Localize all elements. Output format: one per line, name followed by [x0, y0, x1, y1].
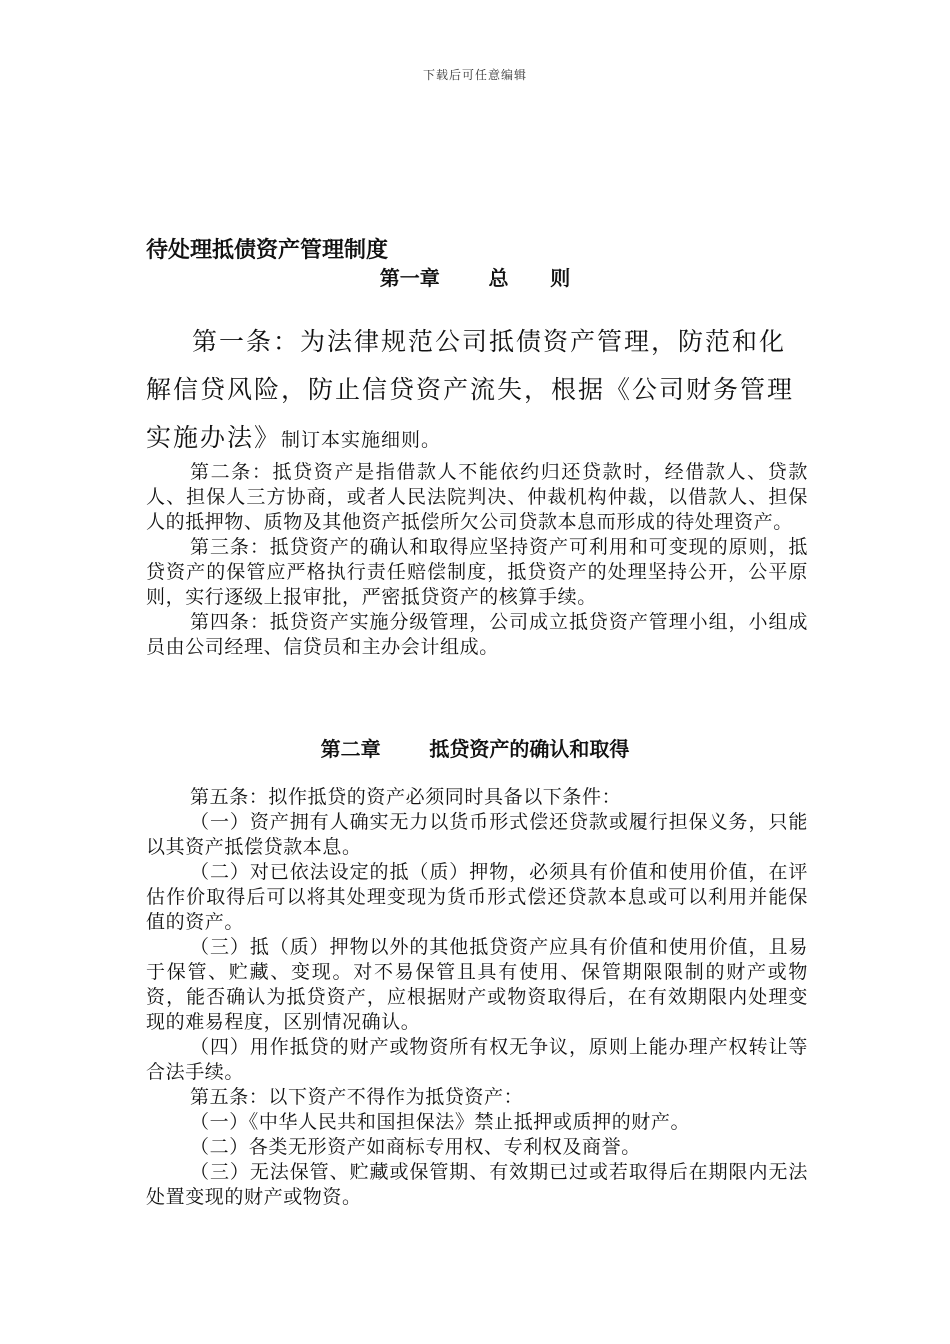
chapter-2-articles	[146, 785, 808, 1210]
article-5-item-4: （四）用作抵贷的财产或物资所有权无争议，原则上能办理产权转让等合法手续。	[146, 1036, 808, 1083]
article-3: 第三条：抵贷资产的确认和取得应坚持资产可利用和可变现的原则，抵贷资产的保管应严格执行责任赔偿制度，抵贷资产的处理坚持公开，公平原则，实行逐级上报审批，严密抵贷资产的核算手续。	[146, 536, 808, 608]
article-2: 第二条：抵贷资产是指借款人不能依约归还贷款时，经借款人、贷款人、担保人三方协商，或者人民法院判决、仲裁机构仲裁，以借款人、担保人的抵押物、质物及其他资产抵偿所欠公司贷款本息而形成的待处理资产。	[146, 461, 808, 533]
article-1-main: 第一条：为法律规范公司抵债资产管理，防范和化解信贷风险，防止信贷资产流失，根据《公司财务管理实施办法》	[146, 327, 795, 452]
header-note: 下载后可任意编辑	[422, 68, 527, 82]
document-title: 待处理抵债资产管理制度	[146, 238, 389, 263]
article-4: 第四条：抵贷资产实施分级管理，公司成立抵贷资产管理小组，小组成员由公司经理、信贷员和主办会计组成。	[146, 611, 808, 658]
chapter-1-heading: 第一章 总 则	[379, 266, 571, 290]
article-5-item-2: （二）对已依法设定的抵（质）押物，必须具有价值和使用价值，在评估作价取得后可以将其处理变现为货币形式偿还贷款本息或可以利用并能保值的资产。	[146, 861, 808, 933]
article-1-tail: 制订本实施细则。	[281, 429, 442, 451]
article-5-item-1: （一）资产拥有人确实无力以货币形式偿还贷款或履行担保义务，只能以其资产抵偿贷款本息。	[146, 811, 808, 858]
article-5b: 第五条：以下资产不得作为抵贷资产：	[190, 1086, 524, 1108]
article-5b-item-1: （一）《中华人民共和国担保法》禁止抵押或质押的财产。	[190, 1111, 691, 1133]
chapter-1-articles	[146, 460, 808, 660]
article-5b-item-2: （二）各类无形资产如商标专用权、专利权及商誉。	[190, 1136, 641, 1158]
chapter-2-heading: 第二章 抵贷资产的确认和取得	[320, 737, 630, 761]
article-5-item-3: （三）抵（质）押物以外的其他抵贷资产应具有价值和使用价值，且易于保管、贮藏、变现。对不易保管且具有使用、保管期限限制的财产或物资，能否确认为抵贷资产，应根据财产或物资取得后，在有效期限内处理变现的难易程度，区别情况确认。	[146, 936, 808, 1033]
article-1	[146, 318, 806, 464]
article-5b-item-3: （三）无法保管、贮藏或保管期、有效期已过或若取得后在期限内无法处置变现的财产或物资。	[146, 1161, 808, 1208]
article-5: 第五条：拟作抵贷的资产必须同时具备以下条件：	[190, 786, 622, 808]
